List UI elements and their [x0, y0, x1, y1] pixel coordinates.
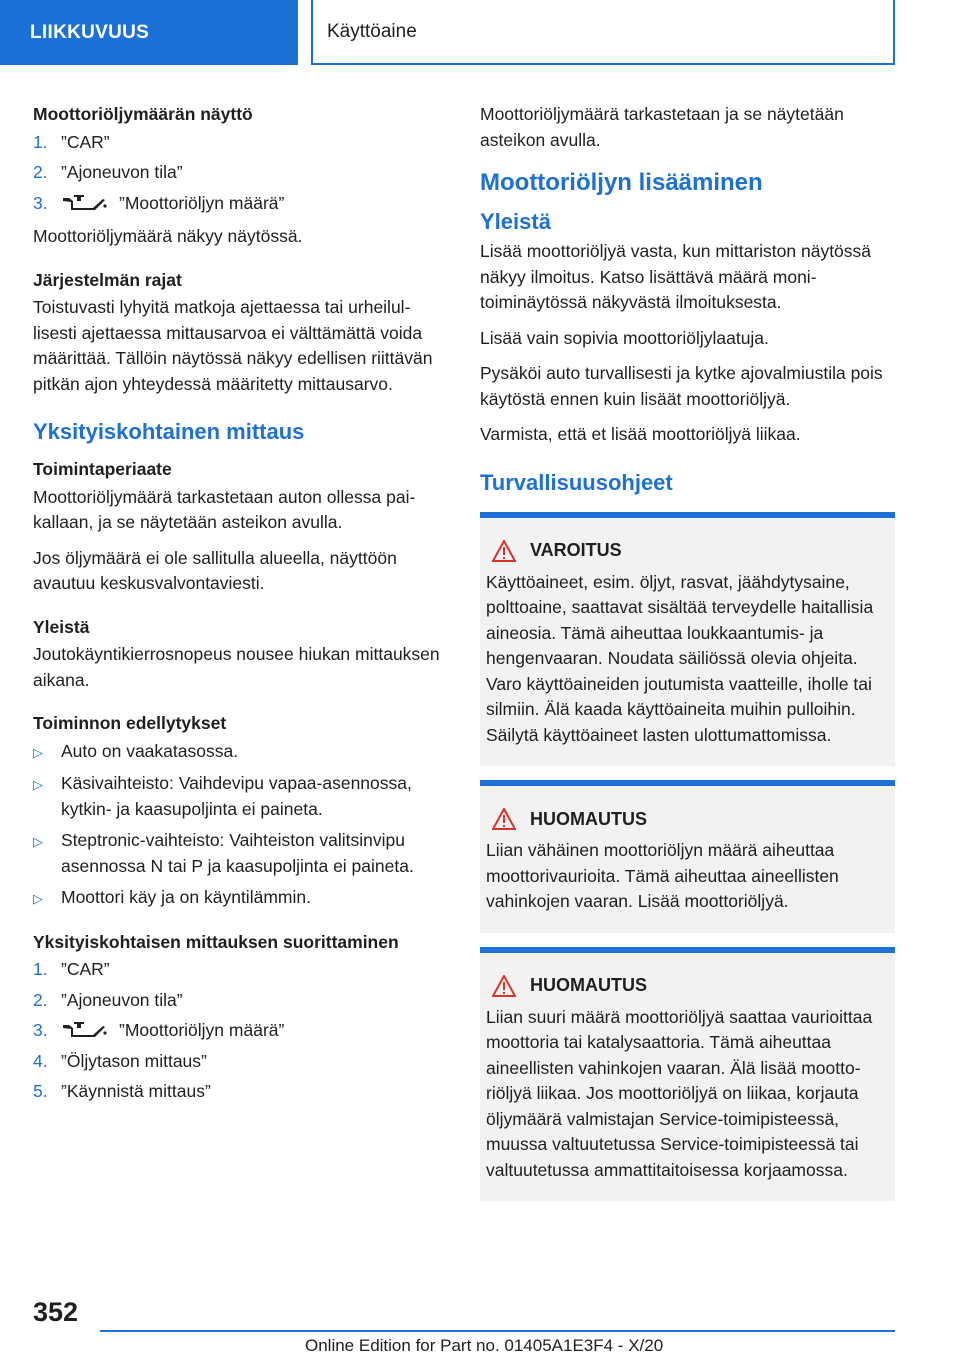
heading-safety: Turvallisuusohjeet: [480, 469, 673, 495]
section-tab: LIIKKUVUUS: [0, 0, 298, 65]
adding-p4: Varmista, että et lisää moottoriöljyä liikaa.: [480, 424, 801, 444]
warning-triangle-icon: [492, 808, 516, 830]
heading-general-right: Yleistä: [480, 209, 551, 234]
notice-box-1: [480, 780, 895, 933]
notice-text: Liian suuri määrä moottoriöljyä saattaa vaurioittaa moottoria tai katalysaattoria. Tämä aiheuttaa aineellisten vahinkojen vaaran. Älä lisää moottoriöljyä liikaa. Jos moottoriöljyä on liikaa, korjauta öljymäärä valmistajan Service-toimipisteessä, muussa valtuutetussa Service-toimipisteessä tai valtuutetussa ammattitaitoisessa korjaamossa.: [486, 1006, 873, 1180]
list-item: 2. ”Ajoneuvon tila”: [33, 160, 448, 186]
heading-adding: Moottoriöljyn lisääminen: [480, 169, 763, 196]
left-column: [33, 102, 448, 1113]
list-item: ▷ Käsivaihteisto: Vaihdevipu vapaa-asennossa, kytkin- ja kaasupoljinta ei paineta.: [33, 771, 448, 822]
bullet-triangle-icon: ▷: [33, 744, 43, 760]
heading-principle: Toimintaperiaate: [33, 459, 172, 479]
right-column: [480, 102, 895, 1215]
display-result: Moottoriöljymäärä näkyy näytössä.: [33, 226, 303, 246]
list-item: 3. ”Moottoriöljyn määrä”: [33, 1018, 448, 1044]
step-number: 1.: [33, 959, 48, 979]
intro-text: Moottoriöljymäärä tarkastetaan ja se näytetään asteikon avulla.: [480, 104, 844, 150]
step-number: 5.: [33, 1081, 48, 1101]
warning-triangle-icon: [492, 975, 516, 997]
list-item: ▷ Moottori käy ja on käyntilämmin.: [33, 885, 448, 912]
step-number: 2.: [33, 989, 48, 1010]
notice-text: Liian vähäinen moottoriöljyn määrä aiheuttaa moottorivaurioita. Tämä aiheuttaa aineellisten vahinkojen vaaran. Lisää moottoriöljyä.: [486, 840, 839, 911]
chapter-title: Käyttöaine: [311, 0, 895, 65]
adding-p2: Lisää vain sopivia moottoriöljylaatuja.: [480, 327, 769, 348]
footer-edition: Online Edition for Part no. 01405A1E3F4 - X/20: [305, 1336, 664, 1355]
warning-box: [480, 512, 895, 767]
step-number: 1.: [33, 131, 48, 152]
heading-display: Moottoriöljymäärän näyttö: [33, 104, 253, 124]
warning-title: VAROITUS: [530, 540, 622, 560]
list-item: 3. ”Moottoriöljyn määrä”: [33, 191, 448, 217]
step-number: 3.: [33, 192, 48, 213]
heading-general: Yleistä: [33, 616, 90, 637]
perform-steps-list: [33, 957, 448, 1105]
bullet-triangle-icon: ▷: [33, 891, 43, 906]
step-number: 3.: [33, 1020, 48, 1040]
list-item: 1. ”CAR”: [33, 957, 448, 983]
heading-detailed: Yksityiskohtainen mittaus: [33, 419, 305, 444]
notice-title: HUOMAUTUS: [530, 808, 647, 829]
warning-text: Käyttöaineet, esim. öljyt, rasvat, jäähdytysaine, polttoaine, saattavat sisältää terveydelle haitallisia aineosia. Tämä aiheuttaa loukkaantumis- ja hengenvaaran. Noudata säiliössä olevia ohjeita. Varo käyttöaineiden joutumista vaatteille, iholle tai silmiin. Älä kaada käyttöaineita muihin pulloihin. Säilytä käyttöaineet lasten ulottumattomissa.: [486, 571, 874, 745]
general-text: Joutokäyntikierrosnopeus nousee hiukan mittauksen aikana.: [33, 644, 440, 690]
list-item: 5. ”Käynnistä mittaus”: [33, 1079, 448, 1105]
principle-text: Moottoriöljymäärä tarkastetaan auton ollessa paikallaan, ja se näytetään asteikon avulla.: [33, 486, 416, 532]
step-number: 2.: [33, 162, 48, 182]
page-number: 352: [33, 1297, 79, 1327]
limits-text: Toistuvasti lyhyitä matkoja ajettaessa tai urheilullisesti ajettaessa mittausarvoa ei välttämättä voida määrittää. Tällöin näytössä näkyy edellisen riittävän pitkän ajon yhteydessä määritetty mittausarvo.: [33, 297, 433, 394]
list-item: ▷ Steptronic-vaihteisto: Vaihteiston valitsinvipu asennossa N tai P ja kaasupoljinta ei paineta.: [33, 828, 448, 879]
list-item: 1. ”CAR”: [33, 130, 448, 156]
bullet-triangle-icon: ▷: [33, 834, 43, 849]
adding-p3: Pysäköi auto turvallisesti ja kytke ajovalmiustila pois käytöstä ennen kuin lisäät moottoriöljyä.: [480, 363, 883, 409]
notice-box-2: [480, 947, 895, 1202]
heading-prereq: Toiminnon edellytykset: [33, 713, 227, 733]
prereq-list: [33, 739, 448, 912]
display-steps-list: [33, 130, 448, 217]
adding-p1: Lisää moottoriöljyä vasta, kun mittariston näytössä näkyy ilmoitus. Katso lisättävä määrä monitoiminäytössä näkyvästä ilmoituksesta.: [480, 241, 872, 312]
list-item: 4. ”Öljytason mittaus”: [33, 1049, 448, 1075]
oil-can-icon: [61, 192, 107, 212]
notice-title: HUOMAUTUS: [530, 975, 647, 995]
list-item: 2. ”Ajoneuvon tila”: [33, 988, 448, 1014]
warning-triangle-icon: [492, 540, 516, 562]
heading-limits: Järjestelmän rajat: [33, 269, 182, 290]
oil-can-icon: [61, 1019, 107, 1039]
heading-perform: Yksityiskohtaisen mittauksen suorittaminen: [33, 931, 399, 952]
bullet-triangle-icon: ▷: [33, 777, 43, 792]
step-number: 4.: [33, 1050, 48, 1071]
list-item: ▷ Auto on vaakatasossa.: [33, 739, 448, 766]
principle-text-2: Jos öljymäärä ei ole sallitulla alueella, näyttöön avautuu keskusvalvontaviesti.: [33, 547, 397, 593]
footer-divider: [100, 1330, 895, 1332]
